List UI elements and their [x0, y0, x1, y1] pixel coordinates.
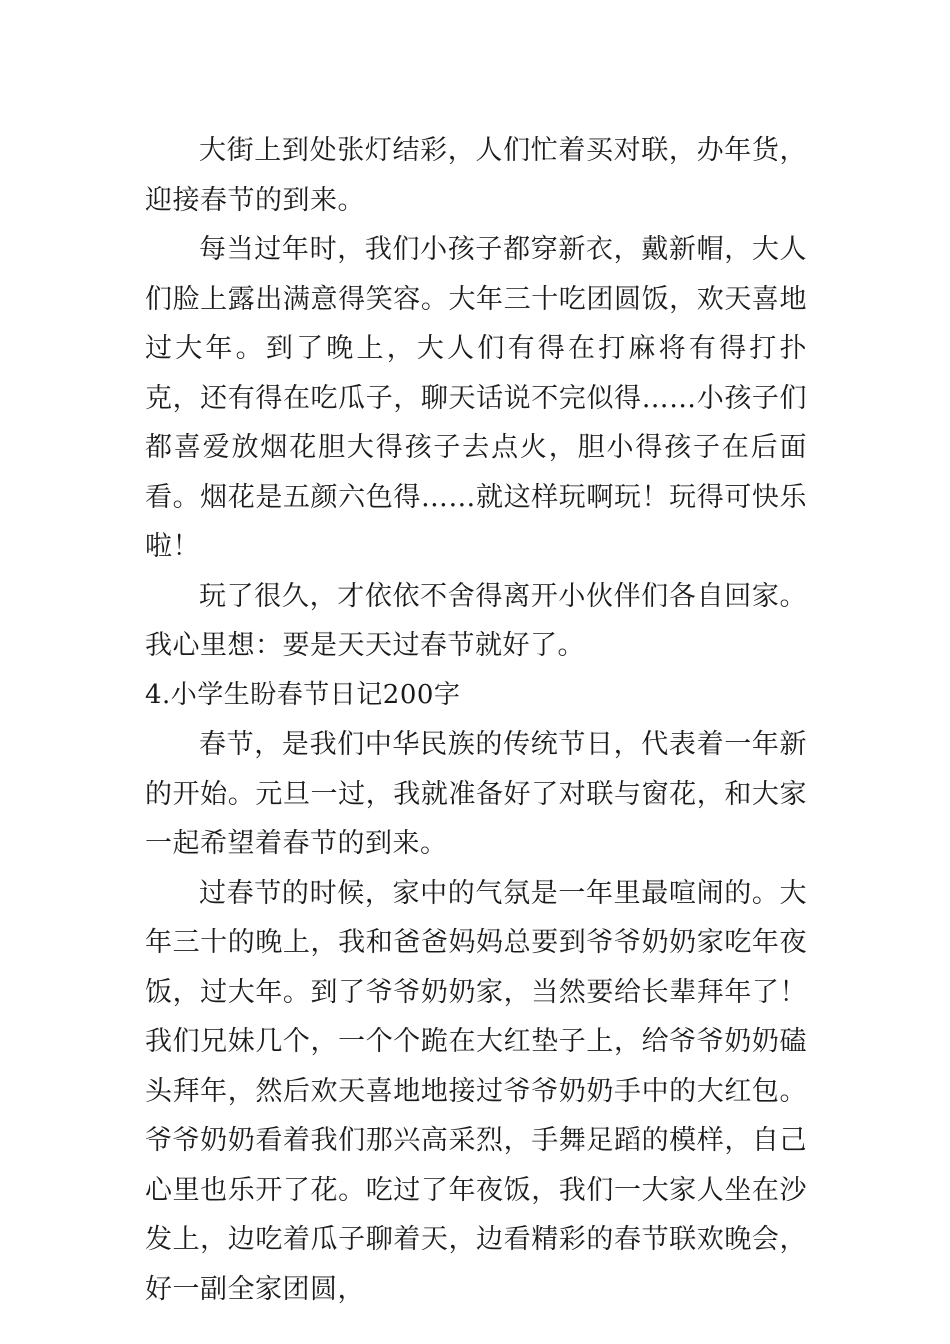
paragraph-spring-festival-intro: 春节，是我们中华民族的传统节日，代表着一年新的开始。元旦一过，我就准备好了对联与窗花，和大家一起希望着春节的到来。: [145, 729, 807, 859]
paragraph-new-year-celebration: 每当过年时，我们小孩子都穿新衣，戴新帽，大人们脸上露出满意得笑容。大年三十吃团圆饭，欢天喜地过大年。到了晚上，大人们有得在打麻将有得打扑 克，还有得在吃瓜子，聊天话说不完似得……小孩子们都喜爱放烟花胆大得孩子去点火，胆小得孩子在后面看。烟花是五颜六色得……就这样玩啊玩！玩得可快乐啦！: [145, 234, 807, 562]
paragraph-new-year-eve: 过春节的时候，家中的气氛是一年里最喧闹的。大年三十的晚上，我和爸爸妈妈总要到爷爷奶奶家吃年夜饭，过大年。到了爷爷奶奶家，当然要给长辈拜年了！我们兄妹几个，一个个跪在大红垫子上，给爷爷奶奶磕头拜年，然后欢天喜地地接过爷爷奶奶手中的大红包。爷爷奶奶看着我们那兴高采烈，手舞足蹈的模样，自己心里也乐开了花。吃过了年夜饭，我们一大家人坐在沙发上，边吃着瓜子聊着天，边看精彩的春节联欢晚会，好一副全家团圆，: [145, 877, 807, 1305]
section-heading: 4.小学生盼春节日记200字: [145, 679, 461, 710]
paragraph-street-decorations: 大街上到处张灯结彩，人们忙着买对联，办年货，迎接春节的到来。: [145, 135, 807, 216]
document-body: [145, 126, 807, 1314]
paragraph-going-home: 玩了很久，才依依不舍得离开小伙伴们各自回家。我心里想：要是天天过春节就好了。: [145, 580, 807, 661]
